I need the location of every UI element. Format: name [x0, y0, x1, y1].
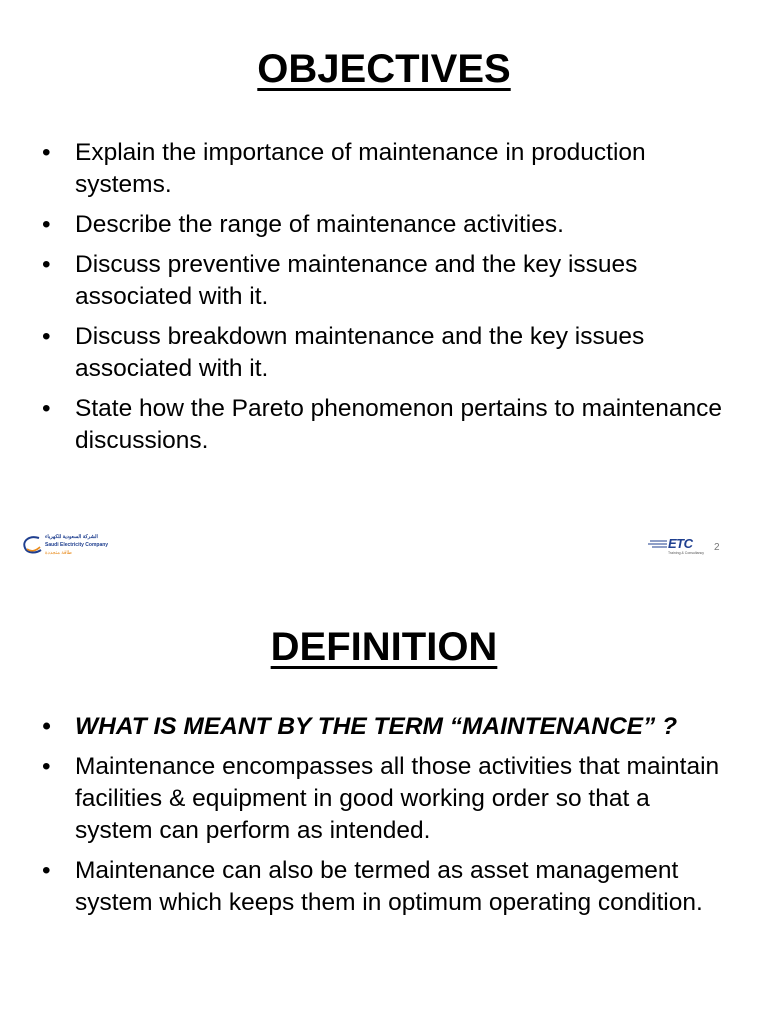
logo-english-name: Saudi Electricity Company [45, 542, 109, 548]
list-item: • Discuss breakdown maintenance and the key issues associated with it. [42, 321, 722, 385]
swoosh-icon [21, 535, 43, 555]
page-number: 2 [714, 542, 720, 553]
etc-logo [648, 536, 704, 560]
slide-title: OBJECTIVES [257, 47, 511, 91]
list-item: • Discuss preventive maintenance and the key issues associated with it. [42, 249, 722, 313]
slide-definition [0, 575, 768, 1024]
etc-logo-text: ETC [668, 536, 693, 551]
slide-footer [0, 530, 768, 566]
list-item: • Maintenance can also be termed as asset management system which keeps them in optimum operating condition. [42, 855, 722, 919]
logo-arabic-name: الشركة السعودية للكهرباء [45, 534, 98, 540]
speed-lines-icon [648, 540, 668, 550]
etc-logo-subtitle: Training & Consultancy [668, 551, 705, 555]
list-item: • WHAT IS MEANT BY THE TERM “MAINTENANCE” ? [42, 711, 722, 743]
definition-list [42, 711, 722, 927]
list-item: • State how the Pareto phenomenon pertains to maintenance discussions. [42, 393, 722, 457]
list-item: • Describe the range of maintenance activities. [42, 209, 722, 241]
logo-tagline: طاقة متجددة [45, 550, 72, 556]
list-item: • Maintenance encompasses all those activities that maintain facilities & equipment in good working order so that a system can perform as intended. [42, 751, 722, 847]
list-item: • Explain the importance of maintenance in production systems. [42, 137, 722, 201]
slide-title: DEFINITION [270, 625, 498, 669]
objectives-list [42, 137, 722, 465]
saudi-electricity-logo [21, 533, 111, 559]
